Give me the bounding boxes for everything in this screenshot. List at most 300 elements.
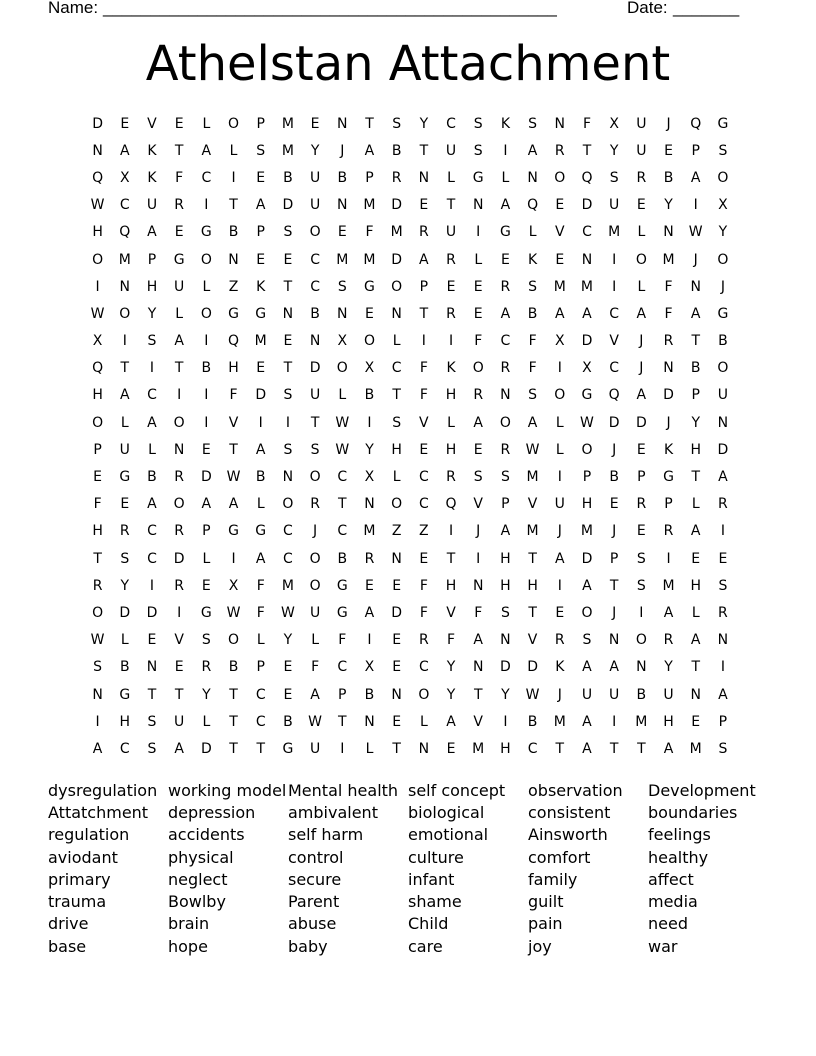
word-bank-item: care [408,936,443,956]
grid-letter: P [256,115,265,132]
grid-letter: G [255,523,267,540]
grid-letter: S [93,659,103,676]
grid-letter: G [228,305,239,322]
grid-letter: N [119,278,131,295]
grid-letter: L [637,278,646,295]
grid-letter: S [500,469,510,486]
grid-letter: L [202,115,211,132]
grid-letter: J [666,414,671,431]
grid-letter: N [337,115,348,132]
grid-letter: F [419,604,428,621]
grid-letter: F [419,577,428,594]
grid-letter: U [174,713,185,730]
grid-letter: J [666,115,671,132]
grid-letter: S [147,333,157,350]
grid-letter: P [609,550,619,567]
grid-letter: T [283,360,293,377]
grid-letter: A [718,469,728,486]
grid-letter: N [146,659,158,676]
grid-letter: D [527,659,538,676]
grid-letter: L [555,441,564,458]
grid-letter: U [309,169,321,186]
grid-letter: I [204,333,209,350]
word-bank-item: secure [288,869,342,889]
grid-letter: M [662,251,675,268]
grid-letter: K [147,169,157,186]
grid-letter: E [201,441,211,458]
grid-letter: L [392,333,401,350]
grid-letter: H [445,441,457,458]
grid-letter: W [90,632,105,649]
grid-letter: T [93,550,102,567]
grid-letter: Q [690,115,702,132]
grid-letter: C [283,550,293,567]
grid-letter: L [202,550,211,567]
grid-letter: F [474,333,483,350]
grid-letter: T [419,305,429,322]
grid-letter: A [147,224,157,241]
grid-letter: P [93,441,102,458]
grid-letter: B [690,360,701,377]
grid-row [84,246,744,273]
grid-letter: I [639,604,644,621]
grid-letter: U [609,197,620,214]
grid-letter: J [340,142,345,159]
grid-letter: I [503,142,508,159]
grid-letter: U [146,197,158,214]
grid-letter: A [255,197,266,214]
grid-letter: V [446,604,456,621]
grid-letter: P [718,713,728,730]
grid-letter: V [473,496,483,513]
word-bank-item: biological [408,802,485,822]
grid-letter: E [392,632,402,649]
grid-letter: N [717,632,729,649]
grid-letter: X [554,333,565,350]
grid-letter: Y [664,659,673,676]
grid-letter: O [391,278,403,295]
word-bank-item: depression [168,802,256,822]
grid-row [84,572,744,599]
grid-letter: A [500,523,511,540]
grid-letter: T [229,197,238,214]
grid-letter: S [310,441,320,458]
grid-letter: F [175,169,184,186]
grid-letter: D [581,333,593,350]
grid-letter: C [147,523,157,540]
grid-letter: L [120,414,129,431]
grid-letter: N [282,469,294,486]
grid-letter: G [663,469,674,486]
grid-letter: C [418,496,429,513]
grid-letter: R [636,169,647,186]
grid-letter: A [364,142,375,159]
grid-letter: N [690,278,701,295]
grid-letter: D [309,360,321,377]
grid-letter: A [690,305,701,322]
grid-letter: O [717,360,729,377]
grid-letter: G [282,740,294,757]
grid-letter: T [338,496,347,513]
grid-letter: P [419,278,429,295]
grid-letter: I [367,632,372,649]
grid-letter: E [256,251,266,268]
grid-letter: I [149,360,155,377]
grid-letter: U [309,604,321,621]
grid-letter: B [636,686,647,703]
grid-row [84,409,744,436]
grid-letter: O [309,550,321,567]
grid-letter: A [419,251,429,268]
grid-letter: R [663,523,674,540]
grid-letter: O [554,387,566,404]
grid-letter: A [636,387,647,404]
grid-letter: A [609,659,619,676]
grid-letter: C [283,523,293,540]
grid-letter: H [445,387,457,404]
grid-letter: N [418,740,430,757]
grid-letter: F [229,387,238,404]
grid-letter: Q [527,197,539,214]
grid-letter: N [309,333,321,350]
grid-letter: Y [446,686,456,703]
grid-letter: V [228,414,239,431]
grid-letter: M [689,740,702,757]
grid-letter: B [391,142,402,159]
grid-letter: W [525,686,540,703]
grid-letter: C [310,251,320,268]
grid-letter: I [258,414,263,431]
grid-letter: L [419,713,428,730]
grid-letter: Y [120,577,130,594]
grid-letter: Q [445,496,457,513]
grid-letter: A [690,632,701,649]
grid-row [84,627,744,654]
grid-letter: T [174,142,184,159]
grid-letter: L [392,469,401,486]
grid-letter: I [231,169,236,186]
grid-letter: A [228,496,239,513]
grid-letter: Q [608,387,620,404]
grid-letter: K [147,142,157,159]
grid-letter: O [581,441,593,458]
grid-letter: U [309,740,321,757]
grid-row [84,164,744,191]
grid-letter: L [202,713,211,730]
grid-letter: E [419,197,429,214]
grid-letter: F [528,360,537,377]
grid-letter: D [255,387,267,404]
grid-letter: L [501,169,510,186]
word-bank-item: Mental health [288,780,399,800]
grid-letter: J [476,523,481,540]
grid-letter: O [173,496,185,513]
grid-letter: L [447,414,455,431]
grid-letter: S [337,278,347,295]
word-bank-row [48,913,788,935]
grid-letter: S [636,550,646,567]
grid-letter: R [473,387,484,404]
grid-letter: T [528,604,537,621]
grid-letter: A [663,604,674,621]
grid-letter: F [365,224,374,241]
grid-letter: D [608,414,620,431]
grid-letter: E [174,224,184,241]
grid-letter: P [365,169,374,186]
grid-letter: C [391,360,402,377]
grid-letter: T [582,142,592,159]
grid-letter: V [554,224,565,241]
grid-letter: I [612,278,617,295]
grid-letter: S [718,577,728,594]
grid-letter: B [283,713,293,730]
grid-letter: R [446,251,456,268]
grid-row [84,491,744,518]
grid-letter: R [500,360,511,377]
grid-letter: D [391,251,403,268]
word-bank-item: working model [168,780,287,800]
grid-letter: E [718,550,728,567]
word-bank-item: self concept [408,780,506,800]
word-bank-item: trauma [48,892,107,912]
grid-letter: L [256,496,265,513]
grid-letter: P [664,496,673,513]
grid-letter: P [582,469,592,486]
grid-letter: V [609,333,619,350]
word-bank-item: aviodant [48,847,118,867]
grid-letter: F [664,305,673,322]
word-bank-item: observation [528,780,623,800]
grid-letter: E [147,632,157,649]
grid-letter: A [690,523,701,540]
grid-letter: D [200,740,212,757]
grid-letter: T [555,740,565,757]
grid-letter: R [364,550,375,567]
grid-letter: X [364,469,375,486]
grid-letter: G [255,305,267,322]
word-bank-item: brain [168,914,210,934]
grid-letter: A [147,496,157,513]
grid-letter: S [473,469,483,486]
word-bank-item: Parent [288,892,340,912]
grid-letter: H [391,441,402,458]
grid-letter: E [473,305,483,322]
word-bank [48,779,788,957]
grid-letter: O [92,604,104,621]
grid-letter: O [717,251,729,268]
grid-letter: A [310,686,320,703]
grid-letter: Y [310,142,320,159]
grid-letter: N [690,686,701,703]
grid-letter: X [119,169,130,186]
grid-letter: L [311,632,319,649]
grid-letter: W [580,414,594,431]
grid-letter: R [201,659,212,676]
grid-letter: S [147,713,157,730]
grid-letter: N [663,224,674,241]
grid-letter: A [500,305,511,322]
date-input-line[interactable]: _______ [673,0,740,17]
grid-letter: J [612,523,617,540]
grid-letter: P [256,659,265,676]
grid-letter: G [472,169,484,186]
grid-letter: N [472,197,484,214]
grid-letter: J [313,523,318,540]
grid-letter: E [283,686,293,703]
grid-letter: T [637,740,646,757]
grid-letter: E [664,142,673,159]
grid-letter: I [476,550,481,567]
grid-letter: C [147,387,157,404]
word-bank-item: base [48,936,87,956]
grid-letter: O [173,414,185,431]
grid-letter: L [120,632,129,649]
grid-letter: I [204,197,209,214]
grid-letter: S [500,604,510,621]
grid-row [84,219,744,246]
grid-letter: U [636,115,647,132]
grid-letter: L [148,441,156,458]
grid-letter: D [717,441,729,458]
grid-letter: I [557,469,562,486]
grid-letter: J [693,251,698,268]
grid-letter: B [527,305,538,322]
grid-letter: Y [365,441,374,458]
grid-letter: C [255,713,266,730]
word-bank-item: pain [528,914,563,934]
grid-letter: C [418,469,429,486]
grid-letter: S [147,740,157,757]
grid-letter: H [581,496,593,513]
word-bank-item: family [528,869,578,889]
grid-letter: T [174,686,184,703]
grid-letter: C [337,469,348,486]
grid-letter: F [419,360,428,377]
grid-letter: I [503,713,508,730]
grid-row [84,137,744,164]
grid-letter: V [473,713,483,730]
grid-row [84,599,744,626]
word-bank-item: dysregulation [48,780,158,800]
grid-letter: R [418,224,429,241]
word-bank-item: media [648,892,698,912]
grid-letter: F [256,577,265,594]
grid-letter: N [472,577,484,594]
word-bank-row [48,868,788,890]
grid-letter: X [364,659,375,676]
grid-letter: A [174,740,184,757]
grid-letter: R [391,169,402,186]
grid-letter: R [718,496,728,513]
grid-letter: W [280,604,295,621]
grid-letter: S [609,169,619,186]
grid-letter: A [119,142,130,159]
grid-letter: F [447,632,456,649]
grid-letter: N [554,115,566,132]
grid-letter: A [582,740,592,757]
grid-letter: I [557,577,562,594]
grid-row [84,735,744,762]
grid-letter: T [229,740,238,757]
grid-letter: I [448,333,454,350]
grid-letter: D [146,604,158,621]
grid-letter: G [336,604,348,621]
grid-letter: N [364,496,375,513]
grid-row [84,273,744,300]
word-bank-item: physical [168,847,234,867]
grid-letter: B [283,169,293,186]
grid-letter: L [365,740,374,757]
grid-letter: D [92,115,103,132]
word-bank-item: Attatchment [48,802,149,822]
grid-letter: I [421,333,426,350]
grid-letter: V [147,115,157,132]
grid-letter: O [228,632,240,649]
grid-letter: A [92,740,103,757]
grid-letter: Q [92,360,104,377]
grid-row [84,654,744,681]
word-bank-item: drive [48,914,89,934]
word-bank-item: accidents [168,825,245,845]
grid-letter: C [310,278,320,295]
grid-letter: E [256,169,266,186]
grid-letter: S [528,387,538,404]
grid-letter: E [691,550,701,567]
grid-letter: T [365,115,374,132]
grid-letter: A [446,713,456,730]
grid-letter: G [200,224,212,241]
word-bank-item: control [288,847,344,867]
grid-letter: D [173,550,185,567]
grid-letter: R [119,523,130,540]
grid-letter: X [337,333,348,350]
grid-letter: I [448,523,454,540]
grid-letter: L [474,251,483,268]
grid-letter: M [553,278,566,295]
grid-letter: N [92,686,103,703]
grid-letter: E [283,333,293,350]
grid-letter: G [717,115,729,132]
grid-letter: N [636,659,647,676]
grid-letter: T [446,197,456,214]
grid-letter: O [363,333,375,350]
word-bank-item: primary [48,869,111,889]
grid-letter: T [174,360,184,377]
grid-letter: P [501,496,510,513]
word-bank-row [48,824,788,846]
grid-letter: G [119,686,131,703]
grid-letter: S [636,577,646,594]
name-input-line[interactable]: ________________________________________________ [103,0,557,17]
grid-letter: I [557,360,562,377]
grid-letter: U [309,197,321,214]
grid-letter: B [364,686,375,703]
grid-letter: E [636,441,646,458]
grid-letter: E [120,115,130,132]
grid-letter: N [608,632,620,649]
grid-letter: R [174,197,185,214]
grid-letter: M [363,523,376,540]
grid-letter: H [663,713,674,730]
grid-letter: W [308,713,323,730]
grid-letter: N [663,360,674,377]
grid-letter: A [718,686,728,703]
grid-row [84,436,744,463]
grid-letter: H [228,360,239,377]
grid-letter: A [554,305,565,322]
grid-letter: T [392,387,401,404]
word-bank-row [48,801,788,823]
